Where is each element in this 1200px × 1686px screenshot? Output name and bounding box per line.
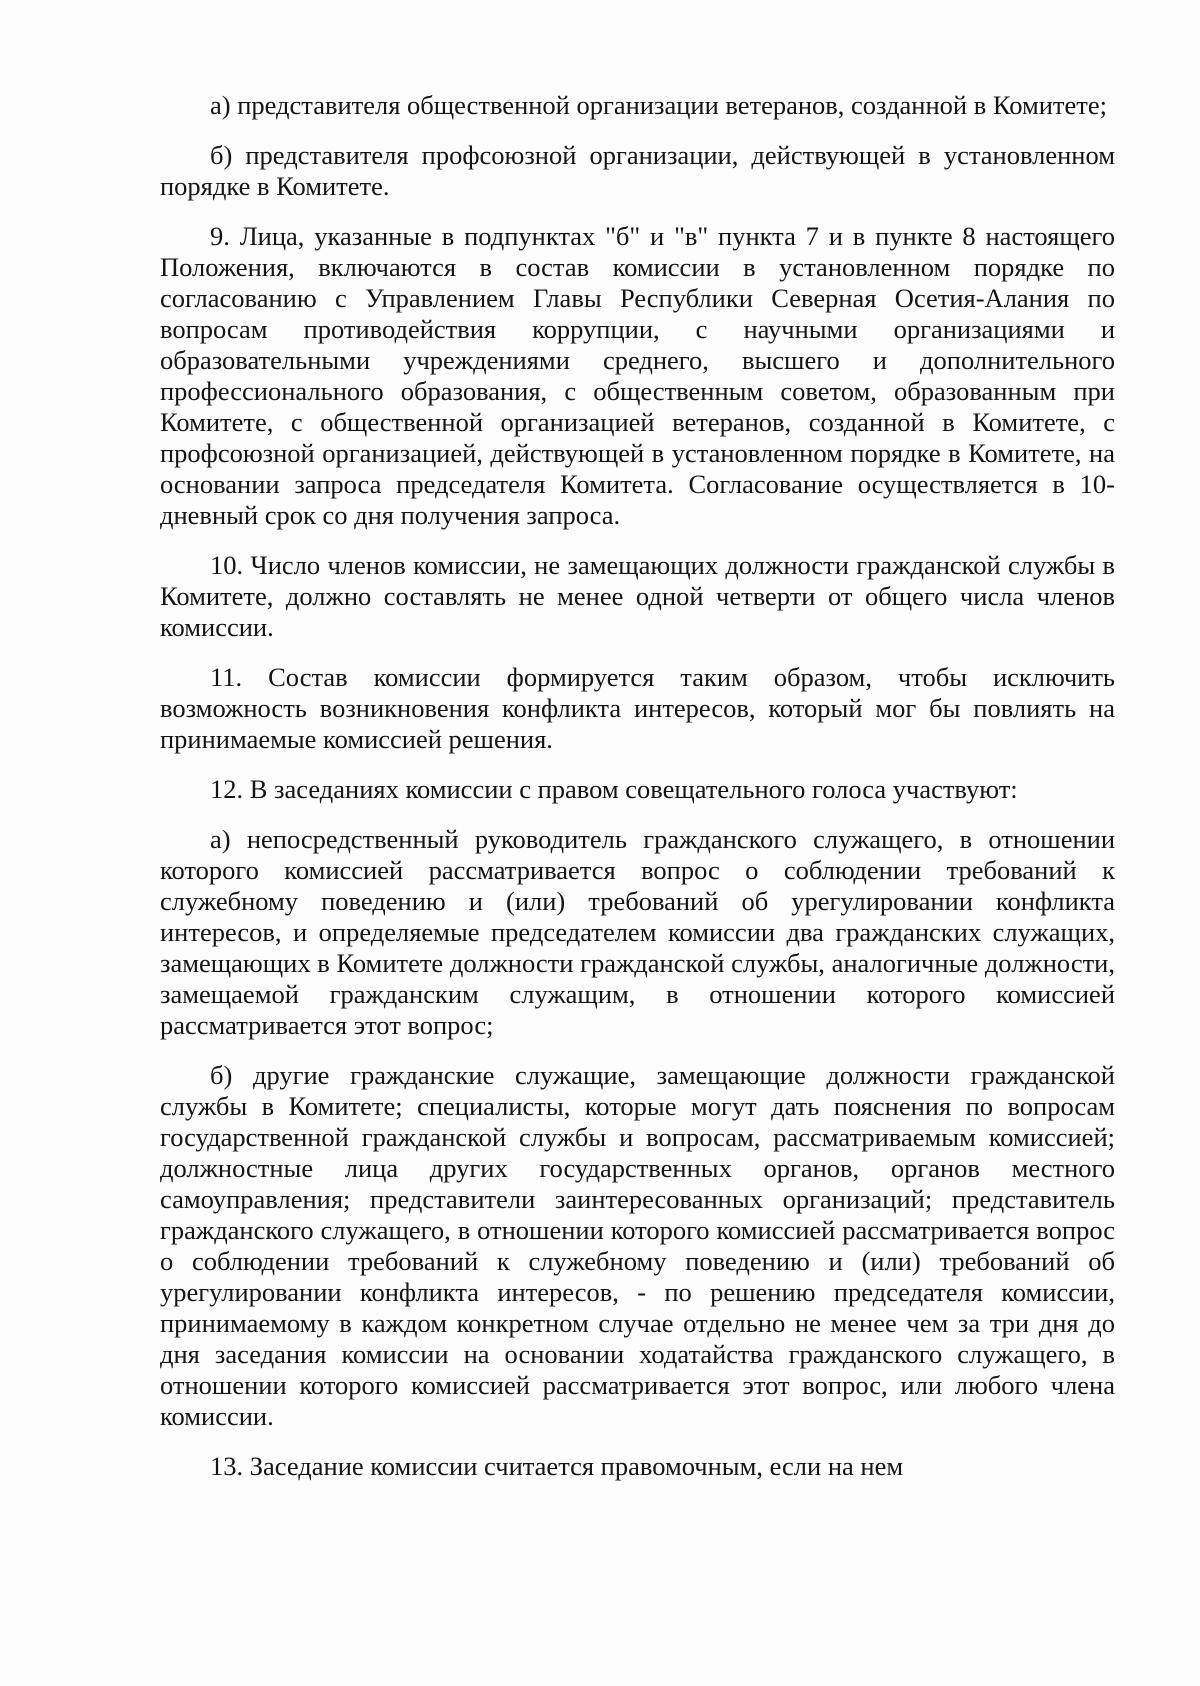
paragraph-a-veterans: а) представителя общественной организации ветеранов, созданной в Комитете; bbox=[210, 90, 1107, 120]
paragraph-13: 13. Заседание комиссии считается правомочным, если на нем bbox=[210, 1451, 904, 1481]
document-body bbox=[160, 90, 1115, 1482]
paragraph-12: 12. В заседаниях комиссии с правом совещательного голоса участвуют: bbox=[210, 774, 1018, 804]
paragraph-10: 10. Число членов комиссии, не замещающих должности гражданской службы в Комитете, должно составлять не менее одной четверти от общего числа членов комиссии. bbox=[160, 550, 1115, 642]
paragraph-12-b: б) другие гражданские служащие, замещающие должности гражданской службы в Комитете; специалисты, которые могут дать пояснения по вопросам государственной гражданской службы и вопросам, рассматриваемым комиссией; должностные лица других государственных органов, органов местного самоуправления; представители заинтересованных организаций; представитель гражданского служащего, в отношении которого комиссией рассматривается вопрос о соблюдении требований к служебному поведению и (или) требований об урегулировании конфликта интересов, - по решению председателя комиссии, принимаемому в каждом конкретном случае отдельно не менее чем за три дня до дня заседания комиссии на основании ходатайства гражданского служащего, в отношении которого комиссией рассматривается этот вопрос, или любого члена комиссии. bbox=[160, 1060, 1115, 1431]
paragraph-9: 9. Лица, указанные в подпунктах "б" и "в" пункта 7 и в пункте 8 настоящего Положения, включаются в состав комиссии в установленном порядке по согласованию с Управлением Главы Республики Северная Осетия-Алания по вопросам противодействия коррупции, с научными организациями и образовательными учреждениями среднего, высшего и дополнительного профессионального образования, с общественным советом, образованным при Комитете, с общественной организацией ветеранов, созданной в Комитете, с профсоюзной организацией, действующей в установленном порядке в Комитете, на основании запроса председателя Комитета. Согласование осуществляется в 10-дневный срок со дня получения запроса. bbox=[160, 221, 1115, 530]
paragraph-11: 11. Состав комиссии формируется таким образом, чтобы исключить возможность возникновения конфликта интересов, который мог бы повлиять на принимаемые комиссией решения. bbox=[160, 662, 1115, 754]
paragraph-b-union: б) представителя профсоюзной организации, действующей в установленном порядке в Комитете. bbox=[160, 140, 1115, 201]
paragraph-12-a: а) непосредственный руководитель гражданского служащего, в отношении которого комиссией рассматривается вопрос о соблюдении требований к служебному поведению и (или) требований об урегулировании конфликта интересов, и определяемые председателем комиссии два гражданских служащих, замещающих в Комитете должности гражданской службы, аналогичные должности, замещаемой гражданским служащим, в отношении которого комиссией рассматривается этот вопрос; bbox=[160, 824, 1115, 1040]
